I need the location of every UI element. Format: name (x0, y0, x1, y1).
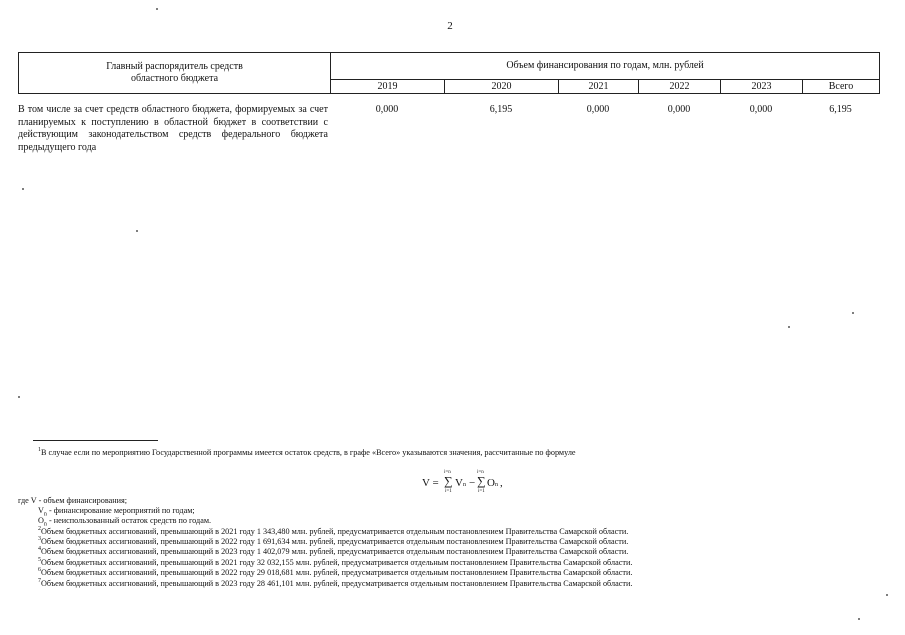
value-2021: 0,000 (586, 104, 610, 115)
row-label: В том числе за счет средств областного бюджета, формируемых за счет планируемых к поступлению в областной бюджет в соответствии с действующим законодательством средств федерального бюджета предыдущего года (18, 104, 328, 153)
footnote-7: $^7$Объем бюджетных ассигнований, превышающий в 2023 году 28 461,101 млн. рублей, предусматривается отдельным постановлением Правительства Самарской области. (38, 578, 633, 588)
formula-on: $O_n$ - неиспользованный остаток средств по годам. (38, 516, 212, 528)
formula-vn: $V_n$ - финансирование мероприятий по годам; (38, 506, 195, 518)
footnote-1: $^1$В случае если по мероприятию Государственной программы имеется остаток средств, в графе «Всего» указываются значения, рассчитанные по формуле (38, 447, 576, 457)
year-2023: 2023 (721, 80, 803, 94)
year-2019: 2019 (331, 80, 445, 94)
page-number: 2 (447, 20, 453, 32)
year-2020: 2020 (445, 80, 559, 94)
year-total: Всего (803, 80, 880, 94)
value-total: 6,195 (829, 104, 852, 115)
scan-speck (18, 396, 20, 398)
scan-speck (136, 230, 138, 232)
scan-speck (886, 594, 888, 596)
year-2021: 2021 (559, 80, 639, 94)
year-2022: 2022 (639, 80, 721, 94)
footnote-5: $^5$Объем бюджетных ассигнований, превышающий в 2021 году 32 032,155 млн. рублей, предусматривается отдельным постановлением Правительства Самарской области. (38, 557, 633, 567)
scan-speck (22, 188, 24, 190)
scan-speck (156, 8, 158, 10)
footnote-3: $^3$Объем бюджетных ассигнований, превышающий в 2022 году 1 691,634 млн. рублей, предусматривается отдельным постановлением Правительства Самарской области. (38, 536, 629, 546)
footnote-6: $^6$Объем бюджетных ассигнований, превышающий в 2022 году 29 018,681 млн. рублей, предусматривается отдельным постановлением Правительства Самарской области. (38, 567, 633, 577)
formula: V = i=n ∑ i=1 V n − i=n ∑ i=1 O n , (422, 470, 503, 494)
value-2022: 0,000 (667, 104, 691, 115)
value-2023: 0,000 (749, 104, 773, 115)
header-funding: Объем финансирования по годам, млн. рублей (331, 53, 880, 80)
footnote-4: $^4$Объем бюджетных ассигнований, превышающий в 2023 году 1 402,079 млн. рублей, предусматривается отдельным постановлением Правительства Самарской области. (38, 546, 629, 556)
financing-table (18, 52, 880, 94)
header-distributor: Главный распорядитель средств областного бюджета (19, 53, 331, 94)
value-2020: 6,195 (489, 104, 513, 115)
footnote-2: $^2$Объем бюджетных ассигнований, превышающий в 2021 году 1 343,480 млн. рублей, предусматривается отдельным постановлением Правительства Самарской области. (38, 526, 629, 536)
scan-speck (852, 312, 854, 314)
scan-speck (858, 618, 860, 620)
footnote-divider (33, 440, 158, 441)
value-2019: 0,000 (375, 104, 399, 115)
scan-speck (788, 326, 790, 328)
formula-where: где V - объем финансирования; (18, 496, 128, 505)
